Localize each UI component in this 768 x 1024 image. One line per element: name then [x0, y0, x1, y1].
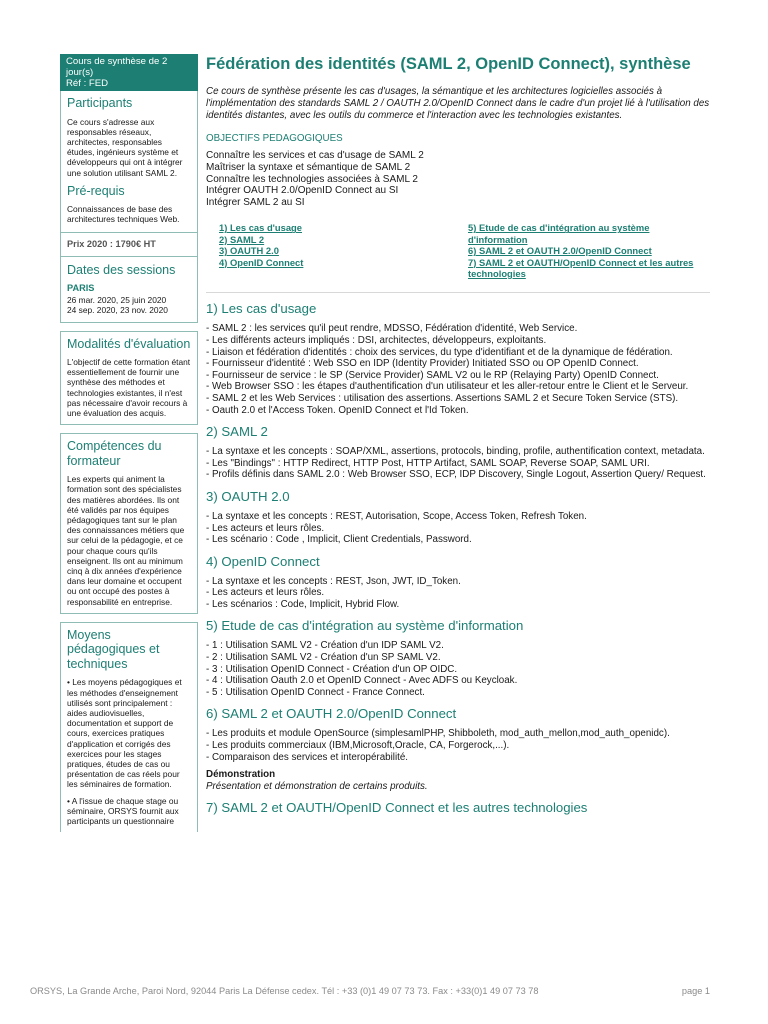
participants-box	[60, 91, 198, 323]
section-title: 3) OAUTH 2.0	[206, 488, 290, 504]
section-line: - Profils définis dans SAML 2.0 : Web Browser SSO, ECP, IDP Discovery, Single Logout, Assertion Query/ Request.	[206, 469, 706, 481]
moyens-title: Moyens pédagogiques et techniques	[67, 627, 160, 671]
objective-item: Intégrer OAUTH 2.0/OpenID Connect au SI	[206, 185, 399, 197]
section-body	[206, 576, 710, 611]
evaluation-title: Modalités d'évaluation	[67, 336, 191, 351]
section-3	[206, 489, 710, 546]
toc-link-1[interactable]: 1) Les cas d'usage	[219, 222, 302, 234]
competences-text: Les experts qui animent la formation sont des spécialistes des matières abordées. Ils ont été validés par nos équipes pédagogiques tant sur le plan des connaissances métiers que sur celui de la pédagogie, et ce pour chaque cours qu'ils enseignent. Ils ont au minimum cinq à dix années d'expérience dans leur domaine et occupent ou ont occupé des postes à responsabilité en entreprise.	[67, 474, 185, 607]
objective-item: Maîtriser la syntaxe et sémantique de SAML 2	[206, 161, 411, 173]
objectives-list	[206, 150, 710, 208]
objectives-title: OBJECTIFS PEDAGOGIQUES	[206, 133, 343, 145]
prerequis-text: Connaissances de base des architectures techniques Web.	[67, 204, 180, 225]
moyens-text-1: • Les moyens pédagogiques et les méthodes d'enseignement utilisés sont principalement : aides audiovisuelles, documentation et support de cours, exercices pratiques d'application et corrigés des exercices pour les stages pratiques, études de cas ou présentation de cas réels pour les séminaires de formation.	[67, 677, 182, 790]
section-line: - Les acteurs et leurs rôles.	[206, 522, 325, 534]
section-1	[206, 301, 710, 416]
section-title: 1) Les cas d'usage	[206, 301, 317, 317]
objective-item: Intégrer SAML 2 au SI	[206, 196, 305, 208]
section-line: - Les scénarios : Code, Implicit, Hybrid Flow.	[206, 598, 400, 610]
toc-left-column	[206, 222, 458, 279]
sessions-title: Dates des sessions	[67, 262, 176, 277]
objective-item: Connaître les services et cas d'usage de SAML 2	[206, 150, 424, 162]
session-dates-1: 26 mar. 2020, 25 juin 2020	[67, 295, 167, 306]
section-line: - La syntaxe et les concepts : REST, Json, JWT, ID_Token.	[206, 575, 461, 587]
divider	[61, 256, 197, 257]
evaluation-text: L'objectif de cette formation étant essentiellement de fournir une synthèse des méthodes et technologies existantes, il n'est pas nécessaire d'avoir recours à une évaluation des acquis.	[67, 357, 191, 419]
section-line: - SAML 2 : les services qu'il peut rendre, MDSSO, Fédération d'identité, Web Service.	[206, 323, 578, 335]
section-body	[206, 323, 710, 416]
page-title: Fédération des identités (SAML 2, OpenID Connect), synthèse	[206, 55, 691, 73]
section-body	[206, 446, 710, 481]
section-4	[206, 554, 710, 611]
competences-box	[60, 433, 198, 614]
demo-text: Présentation et démonstration de certains produits.	[206, 780, 428, 792]
section-line: - Les produits et module OpenSource (simplesamlPHP, Shibboleth, mod_auth_mellon,mod_auth_openidc).	[206, 728, 670, 740]
evaluation-box	[60, 331, 198, 426]
section-title: 4) OpenID Connect	[206, 553, 320, 569]
section-body	[206, 728, 710, 792]
moyens-text-2: • A l'issue de chaque stage ou séminaire, ORSYS fournit aux participants un questionnaire	[67, 795, 179, 827]
section-line: - Comparaison des services et interopérabilité.	[206, 751, 409, 763]
section-line: - La syntaxe et les concepts : SOAP/XML, assertions, protocols, binding, profile, authentification context, metadata.	[206, 446, 705, 458]
session-city: PARIS	[67, 283, 95, 294]
section-line: - Les scénario : Code , Implicit, Client Credentials, Password.	[206, 534, 472, 546]
course-type: Cours de synthèse de 2 jour(s)	[66, 56, 168, 78]
section-body	[206, 511, 710, 546]
course-ref: Réf : FED	[66, 78, 109, 89]
section-title: 2) SAML 2	[206, 424, 268, 440]
section-line: - 1 : Utilisation SAML V2 - Création d'un IDP SAML V2.	[206, 640, 444, 652]
section-line: - Liaison et fédération d'identités : choix des services, du type d'identifiant et de la dynamique de fédération.	[206, 346, 673, 358]
divider	[206, 292, 710, 293]
sidebar	[60, 54, 198, 832]
main-content	[206, 54, 710, 822]
section-line: - Les "Bindings" : HTTP Redirect, HTTP Post, HTTP Artifact, SAML SOAP, Reverse SOAP, SAML URI.	[206, 457, 650, 469]
section-line: - Web Browser SSO : les étapes d'authentification d'un utilisateur et les aller-retour entre le Client et le Serveur.	[206, 381, 689, 393]
toc-link-2[interactable]: 2) SAML 2	[219, 233, 265, 245]
section-line: - 5 : Utilisation OpenID Connect - France Connect.	[206, 686, 425, 698]
demo-title: Démonstration	[206, 769, 276, 781]
participants-text: Ce cours s'adresse aux responsables réseaux, architectes, responsables études, ingénieurs système et développeurs qui ont à intégrer une solution utilisant SAML 2.	[67, 116, 183, 178]
section-line: - Oauth 2.0 et l'Access Token. OpenID Connect et l'Id Token.	[206, 404, 469, 416]
moyens-box	[60, 622, 198, 832]
section-line: - 4 : Utilisation Oauth 2.0 et OpenID Connect - Avec ADFS ou Keycloak.	[206, 675, 518, 687]
section-title: 5) Etude de cas d'intégration au système d'information	[206, 618, 524, 634]
section-body	[206, 640, 710, 698]
session-dates-2: 24 sep. 2020, 23 nov. 2020	[67, 305, 168, 316]
section-5	[206, 618, 710, 698]
section-2	[206, 424, 710, 481]
footer-address: ORSYS, La Grande Arche, Paroi Nord, 92044 Paris La Défense cedex. Tél : +33 (0)1 49 07 73 73. Fax : +33(0)1 49 07 73 78	[30, 986, 539, 996]
section-title: 7) SAML 2 et OAUTH/OpenID Connect et les autres technologies	[206, 800, 588, 816]
page-number: page 1	[681, 986, 710, 996]
section-line: - Les produits commerciaux (IBM,Microsoft,Oracle, CA, Forgerock,...).	[206, 740, 510, 752]
toc-link-5[interactable]: 5) Etude de cas d'intégration au système d'information	[468, 222, 650, 245]
section-line: - 2 : Utilisation SAML V2 - Création d'un SP SAML V2.	[206, 652, 441, 664]
section-line: - La syntaxe et les concepts : REST, Autorisation, Scope, Access Token, Refresh Token.	[206, 510, 587, 522]
section-line: - SAML 2 et les Web Services : utilisation des assertions. Assertions SAML 2 et Secure Token Service (STS).	[206, 392, 679, 404]
participants-title: Participants	[67, 96, 133, 110]
toc-link-4[interactable]: 4) OpenID Connect	[219, 256, 304, 268]
program-sections	[206, 301, 710, 816]
section-line: - Les différents acteurs impliqués : DSI, architectes, développeurs, exploitants.	[206, 334, 547, 346]
objective-item: Connaître les technologies associées à SAML 2	[206, 173, 418, 185]
course-intro: Ce cours de synthèse présente les cas d'usages, la sémantique et les architectures logicielles associés à l'implémentation des standards SAML 2 / OAUTH 2.0/OpenID Connect dans le cadre d'un projet lié à l'utilisation des identités distantes, avec les outils du commerce et l'interaction avec les technologies existantes.	[206, 86, 710, 121]
divider	[61, 232, 197, 233]
course-price: Prix 2020 : 1790€ HT	[67, 238, 156, 249]
toc-link-6[interactable]: 6) SAML 2 et OAUTH 2.0/OpenID Connect	[468, 245, 652, 257]
section-line: - 3 : Utilisation OpenID Connect - Création d'un OP OIDC.	[206, 663, 458, 675]
section-line: - Fournisseur de service : le SP (Service Provider) SAML V2 ou le RP (Relaying Party) OpenID Connect.	[206, 369, 659, 381]
prerequis-title: Pré-requis	[67, 183, 125, 198]
competences-title: Compétences du formateur	[67, 439, 162, 468]
toc-right-column	[458, 222, 710, 279]
page-footer	[30, 986, 710, 996]
section-line: - Fournisseur d'identité : Web SSO en IDP (Identity Provider) Initiated SSO ou OP OpenID Connect.	[206, 358, 639, 370]
section-7	[206, 800, 710, 816]
course-header-badge	[60, 54, 198, 91]
table-of-contents	[206, 222, 710, 279]
toc-link-3[interactable]: 3) OAUTH 2.0	[219, 245, 279, 257]
section-title: 6) SAML 2 et OAUTH 2.0/OpenID Connect	[206, 706, 457, 722]
section-6	[206, 706, 710, 792]
section-line: - Les acteurs et leurs rôles.	[206, 587, 325, 599]
toc-link-7[interactable]: 7) SAML 2 et OAUTH/OpenID Connect et les autres technologies	[468, 256, 694, 279]
